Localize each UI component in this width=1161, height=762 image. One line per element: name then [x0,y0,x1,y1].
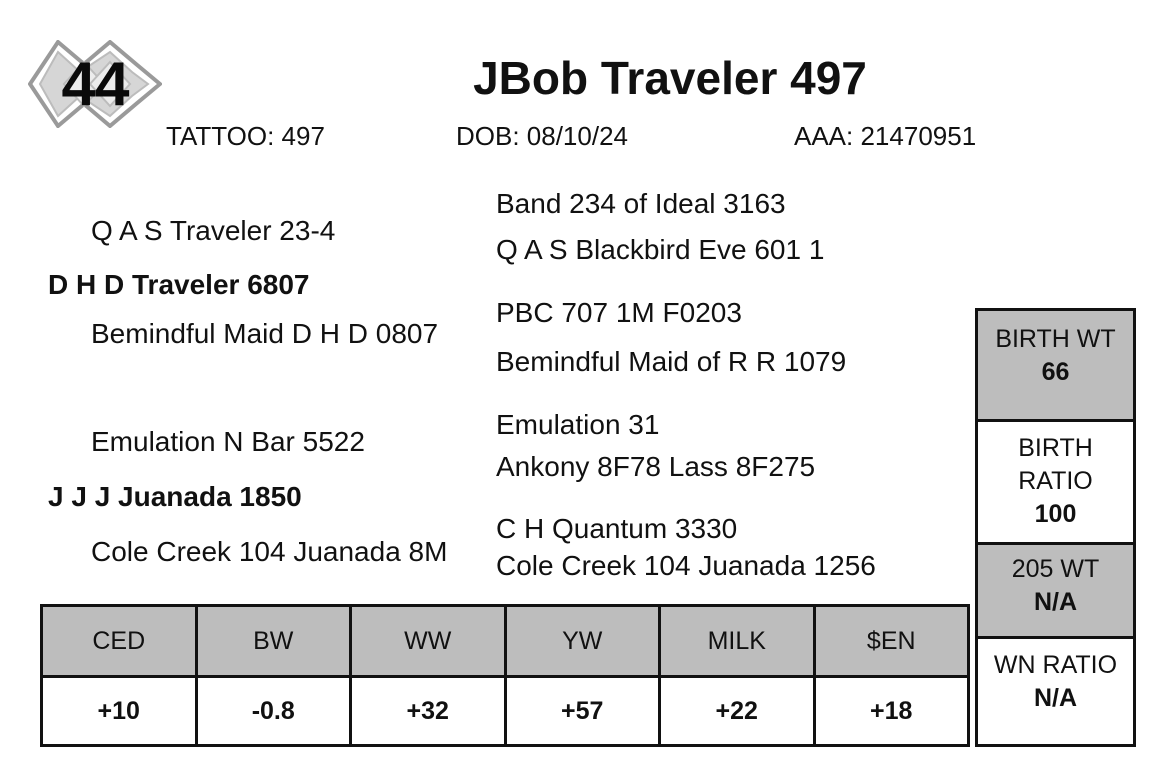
pedigree-dd-sire: C H Quantum 3330 [496,513,738,544]
birth-weight-label: BIRTH WT [995,325,1116,353]
pedigree-sire-sire: Q A S Traveler 23-4 [91,215,336,246]
pedigree-ds-sire: Emulation 31 [496,409,660,440]
pedigree-ss-sire: Band 234 of Ideal 3163 [496,188,786,219]
epd-header-ww: WW [351,606,506,677]
wn-ratio-value: N/A [1033,684,1078,712]
wn-ratio-label: WN RATIO [993,651,1118,679]
epd-value-milk: +22 [660,677,815,746]
wn-ratio-stat [978,636,1133,744]
epd-header-ced: CED [42,606,197,677]
wt205-value: N/A [1033,588,1078,616]
pedigree-sire-dam: Bemindful Maid D H D 0807 [91,318,439,349]
animal-name-title: JBob Traveler 497 [473,52,867,104]
pedigree-sd-sire: PBC 707 1M F0203 [496,297,742,328]
pedigree-dd-dam: Cole Creek 104 Juanada 1256 [496,550,876,581]
wt205-stat [978,542,1133,636]
wt205-label: 205 WT [1011,555,1100,583]
epd-value-bw: -0.8 [196,677,351,746]
epd-header-bw: BW [196,606,351,677]
epd-value-yw: +57 [505,677,660,746]
birth-ratio-stat [978,419,1133,542]
birth-ratio-label-2: RATIO [1018,467,1093,495]
pedigree-dam-sire: Emulation N Bar 5522 [91,426,365,457]
epd-header-en: $EN [814,606,969,677]
pedigree-sd-dam: Bemindful Maid of R R 1079 [496,346,847,377]
epd-value-ww: +32 [351,677,506,746]
birth-weight-value: 66 [1041,358,1070,386]
tattoo-label: TATTOO: 497 [166,121,325,151]
epd-value-row [42,677,969,746]
dob-label: DOB: 08/10/24 [456,121,628,151]
epd-table [40,604,970,747]
epd-header-yw: YW [505,606,660,677]
epd-value-ced: +10 [42,677,197,746]
aaa-registration-label: AAA: 21470951 [794,121,977,151]
pedigree-dam: J J J Juanada 1850 [48,481,302,512]
birth-ratio-value: 100 [1034,500,1077,528]
pedigree-ds-dam: Ankony 8F78 Lass 8F275 [496,451,816,482]
pedigree-sire: D H D Traveler 6807 [48,269,310,300]
pedigree-dam-dam: Cole Creek 104 Juanada 8M [91,536,448,567]
performance-panel [975,308,1136,747]
lot-number: 44 [61,50,129,119]
epd-value-en: +18 [814,677,969,746]
birth-ratio-label-1: BIRTH [1018,434,1093,462]
birth-weight-stat [978,311,1133,419]
pedigree-ss-dam: Q A S Blackbird Eve 601 1 [496,234,825,265]
epd-header-row [42,606,969,677]
epd-header-milk: MILK [660,606,815,677]
